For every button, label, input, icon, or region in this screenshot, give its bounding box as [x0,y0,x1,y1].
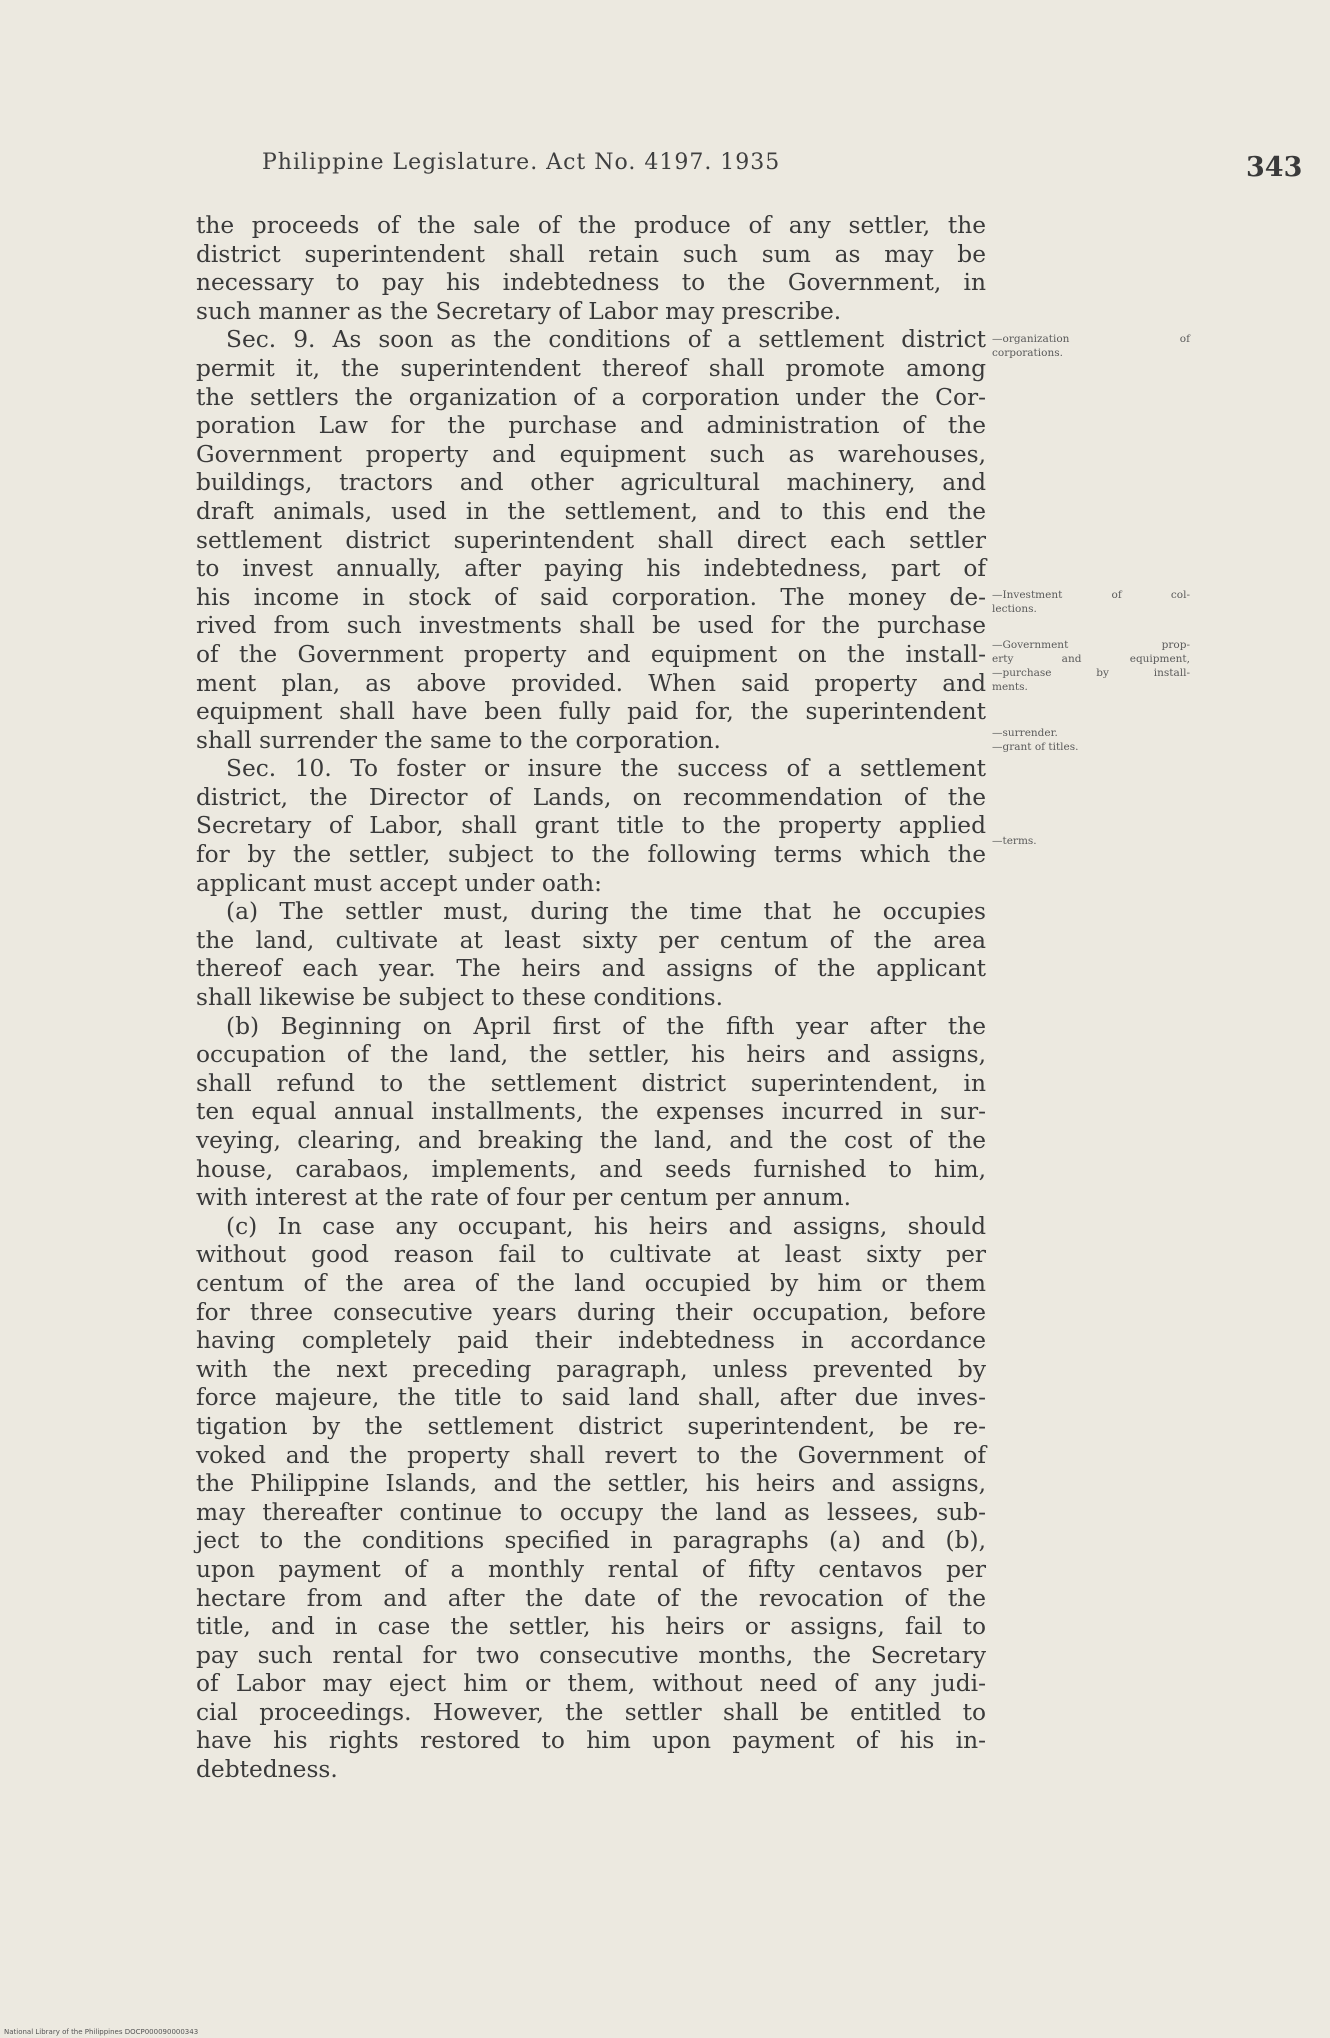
sidenote-line: —terms. [992,835,1037,847]
sidenote-investment [992,588,1190,616]
sidenote-line: lections. [992,603,1037,615]
sidenote-line: corporations. [992,347,1063,359]
text-line: Government property and equipment such as warehouses, [196,440,986,468]
text-line: house, carabaos, implements, and seeds furnished to him, [196,1155,986,1183]
text-line: settlement district superintendent shall direct each settler [196,526,986,554]
sidenote-line: —purchase by install- [992,667,1190,679]
text-line: veying, clearing, and breaking the land, and the cost of the [196,1127,986,1154]
sidenote-terms [992,834,1190,848]
text-line: ject to the conditions specified in paragraphs (a) and (b), [196,1527,986,1555]
text-line: his income in stock of said corporation. The money de- [196,583,986,611]
text-line: without good reason fail to cultivate at least sixty per [196,1241,986,1269]
sidenote-organization [992,332,1190,360]
text-line: having completely paid their indebtedness in accordance [196,1327,986,1355]
text-line: title, and in case the settler, his heirs or assigns, fail to [196,1613,986,1641]
text-line: the Philippine Islands, and the settler, his heirs and assigns, [196,1470,986,1498]
text-line: pay such rental for two consecutive months, the Secretary [196,1641,986,1669]
text-line: thereof each year. The heirs and assigns of the applicant [196,955,986,983]
text-line: necessary to pay his indebtedness to the Government, in [196,269,986,297]
sidenote-surrender [992,726,1190,754]
text-line: draft animals, used in the settlement, and to this end the [196,497,986,525]
text-line: upon payment of a monthly rental of fifty centavos per [196,1555,986,1583]
text-line: of the Government property and equipment on the install- [196,640,986,668]
text-line: poration Law for the purchase and administration of the [196,412,986,440]
text-line: ten equal annual installments, the expenses incurred in sur- [196,1098,986,1126]
sidenote-line: erty and equipment, [992,653,1190,665]
text-line: occupation of the land, the settler, his heirs and assigns, [196,1041,986,1069]
text-line: with interest at the rate of four per centum per annum. [196,1184,852,1212]
text-line: may thereafter continue to occupy the land as lessees, sub- [196,1498,986,1526]
text-line: permit it, the superintendent thereof shall promote among [196,354,986,382]
text-line: the proceeds of the sale of the produce of any settler, the [196,212,986,239]
sidenote-government-property [992,638,1190,694]
text-line: force majeure, the title to said land shall, after due inves- [196,1384,986,1412]
text-line: such manner as the Secretary of Labor may prescribe. [196,297,842,325]
sidenote-line: —Investment of col- [992,589,1190,601]
text-line: for three consecutive years during their occupation, before [196,1298,986,1326]
sidenote-line: —grant of titles. [992,741,1079,753]
text-line: shall surrender the same to the corporation. [196,726,721,754]
text-line: for by the settler, subject to the following terms which the [196,841,986,869]
paragraph-b-line: (b) Beginning on April first of the fifth year after the [226,1012,986,1040]
running-head: Philippine Legislature. Act No. 4197. 1935 [262,150,781,175]
text-line: ment plan, as above provided. When said property and [196,669,986,697]
text-line: shall likewise be subject to these conditions. [196,984,724,1012]
text-line: voked and the property shall revert to the Government of [196,1441,986,1469]
text-line: hectare from and after the date of the revocation of the [196,1584,986,1612]
text-line: with the next preceding paragraph, unless prevented by [196,1355,986,1383]
text-line: debtedness. [196,1756,338,1784]
sidenote-line: —surrender. [992,727,1058,739]
text-line: district superintendent shall retain such sum as may be [196,240,986,268]
text-line: equipment shall have been fully paid for, the superintendent [196,698,986,726]
text-line: buildings, tractors and other agricultural machinery, and [196,469,986,497]
text-line: shall refund to the settlement district superintendent, in [196,1069,986,1097]
sidenote-line: —Government prop- [992,639,1190,651]
text-line: tigation by the settlement district superintendent, be re- [196,1412,986,1440]
paragraph-c-line: (c) In case any occupant, his heirs and assigns, should [226,1212,986,1240]
text-line: cial proceedings. However, the settler shall be entitled to [196,1698,986,1726]
section-heading-line: Sec. 10. To foster or insure the success of a settlement [226,755,986,783]
sidenote-line: —organization of [992,333,1190,345]
sidenote-line: ments. [992,681,1028,693]
section-heading-line: Sec. 9. As soon as the conditions of a settlement district [226,326,986,354]
text-line: rived from such investments shall be used for the purchase [196,612,986,640]
text-line: the land, cultivate at least sixty per centum of the area [196,926,986,954]
scan-footer: National Library of the Philippines DOCP000090000343 [4,2028,199,2036]
page-number: 343 [1246,152,1303,183]
text-line: of Labor may eject him or them, without need of any judi- [196,1670,986,1698]
text-line: Secretary of Labor, shall grant title to the property applied [196,812,986,840]
paragraph-a-line: (a) The settler must, during the time that he occupies [226,898,986,926]
text-line: to invest annually, after paying his indebtedness, part of [196,555,986,583]
text-line: applicant must accept under oath: [196,869,602,897]
text-line: centum of the area of the land occupied by him or them [196,1269,986,1297]
text-line: the settlers the organization of a corporation under the Cor- [196,383,986,411]
text-line: have his rights restored to him upon payment of his in- [196,1727,986,1755]
body-text [196,212,986,1785]
text-line: district, the Director of Lands, on recommendation of the [196,783,986,811]
